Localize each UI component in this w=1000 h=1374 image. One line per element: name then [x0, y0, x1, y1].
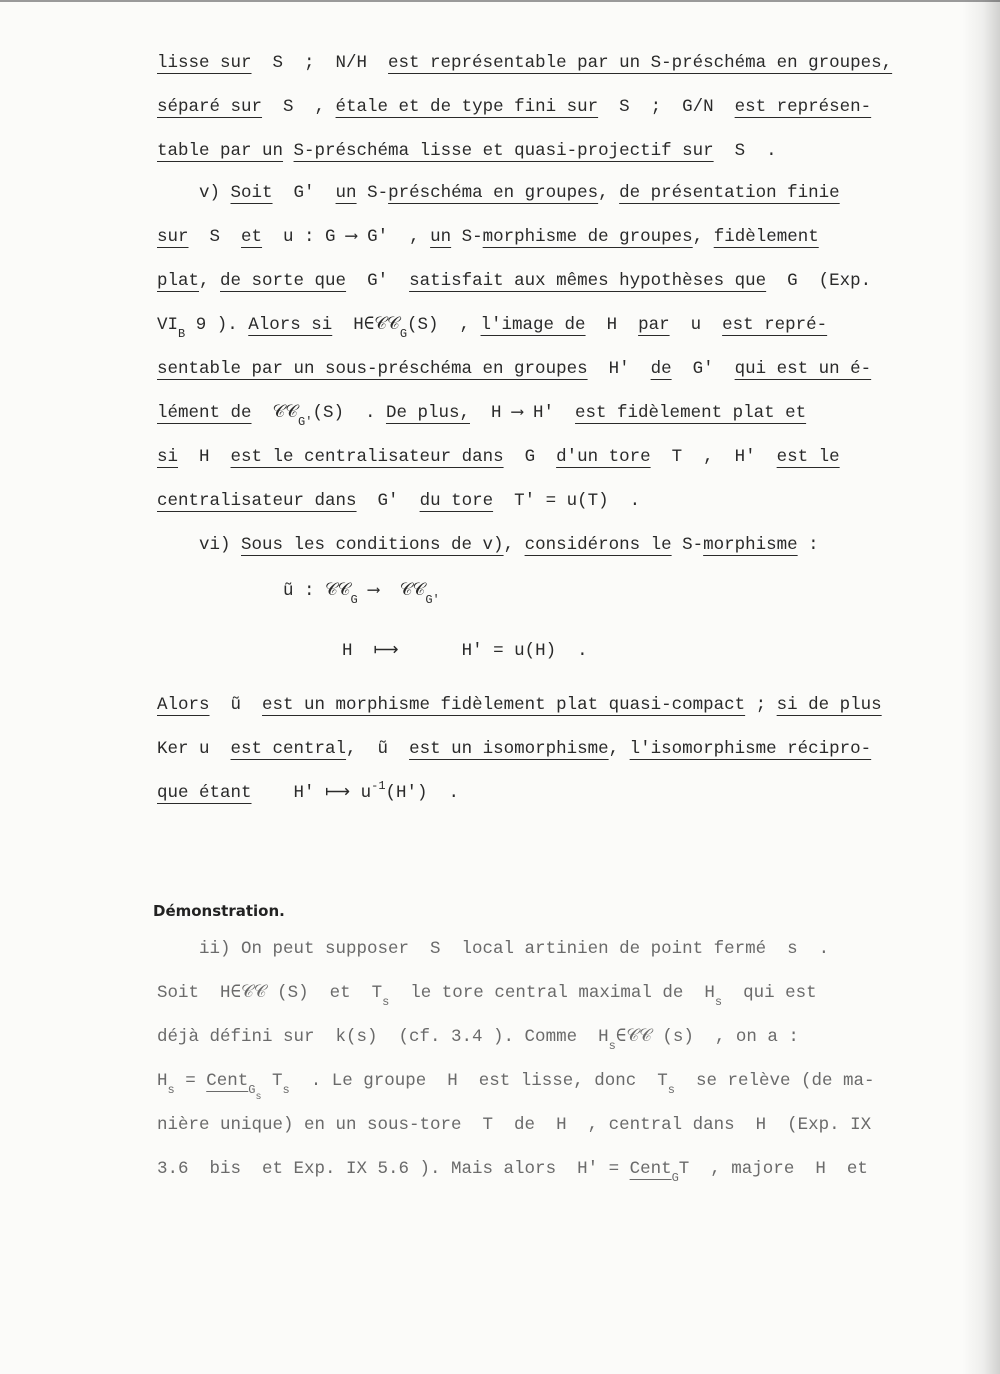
text-line-10: si H est le centralisateur dans G d'un tore T , H' est le — [157, 447, 840, 467]
text-line-13: Alors ũ est un morphisme fidèlement plat quasi-compact ; si de plus — [157, 695, 882, 715]
text-line-9: lément de 𝒞𝒞$_{G'}$(S) . De plus, H ⟶ H' est fidèlement plat et — [157, 403, 807, 429]
demonstration-heading: Démonstration. — [153, 902, 285, 920]
demo-line-4: $H_s$ = Cent$_{Gs}$ $T_s$ . Le groupe H est lisse, donc $T_s$ se relève (de ma- — [157, 1071, 875, 1103]
demo-line-3: déjà défini sur k(s) (cf. 3.4 ). Comme $H_s\in 𝒞𝒞$ (s) , on a : — [157, 1027, 799, 1053]
demo-line-1: ii) On peut supposer S local artinien de point fermé s . — [157, 939, 830, 959]
text-line-1: lisse sur S ; N/H est représentable par un S-préschéma en groupes, — [157, 53, 893, 73]
text-line-11: centralisateur dans G' du tore T' = u(T) . — [157, 491, 641, 511]
text-line-15: que étant H' ⟼ $u^{-1}(H')$ . — [157, 779, 460, 803]
text-line-7: $VI_B$ 9 ). Alors si H∈𝒞𝒞$_G$(S) , l'image de H par u est repré- — [157, 315, 828, 341]
text-line-2: séparé sur S , étale et de type fini sur S ; G/N est représen- — [157, 97, 872, 117]
text-line-8: sentable par un sous-préschéma en groupes H' de G' qui est un é- — [157, 359, 872, 379]
formula-element-line: H ⟼ H' = u(H) . — [342, 641, 588, 661]
scan-shadow-edge — [962, 0, 1000, 1374]
text-line-12: vi) Sous les conditions de v), considérons le S-morphisme : — [157, 535, 819, 555]
text-line-6: plat, de sorte que G' satisfait aux mêmes hypothèses que G (Exp. — [157, 271, 872, 291]
demo-line-2: Soit H∈𝒞𝒞 (S) et $T_s$ le tore central maximal de $H_s$ qui est — [157, 983, 817, 1009]
demo-line-5: nière unique) en un sous-tore T de H , central dans H (Exp. IX — [157, 1115, 872, 1135]
text-line-5: sur S et u : G ⟶ G' , un S-morphisme de groupes, fidèlement — [157, 227, 819, 247]
text-line-3: table par un S-préschéma lisse et quasi-projectif sur S . — [157, 141, 777, 161]
text-line-14: Ker u est central, ũ est un isomorphisme, l'isomorphisme récipro- — [157, 739, 872, 759]
text-line-4: v) Soit G' un S-préschéma en groupes, de présentation finie — [157, 183, 840, 203]
page-top-edge — [0, 0, 1000, 2]
demo-line-6: 3.6 bis et Exp. IX 5.6 ). Mais alors H' = Cent$_G$T , majore H et — [157, 1159, 868, 1185]
formula-map-line: ũ : 𝒞𝒞$_G$ ⟶ 𝒞𝒞$_{G'}$ — [220, 581, 440, 607]
